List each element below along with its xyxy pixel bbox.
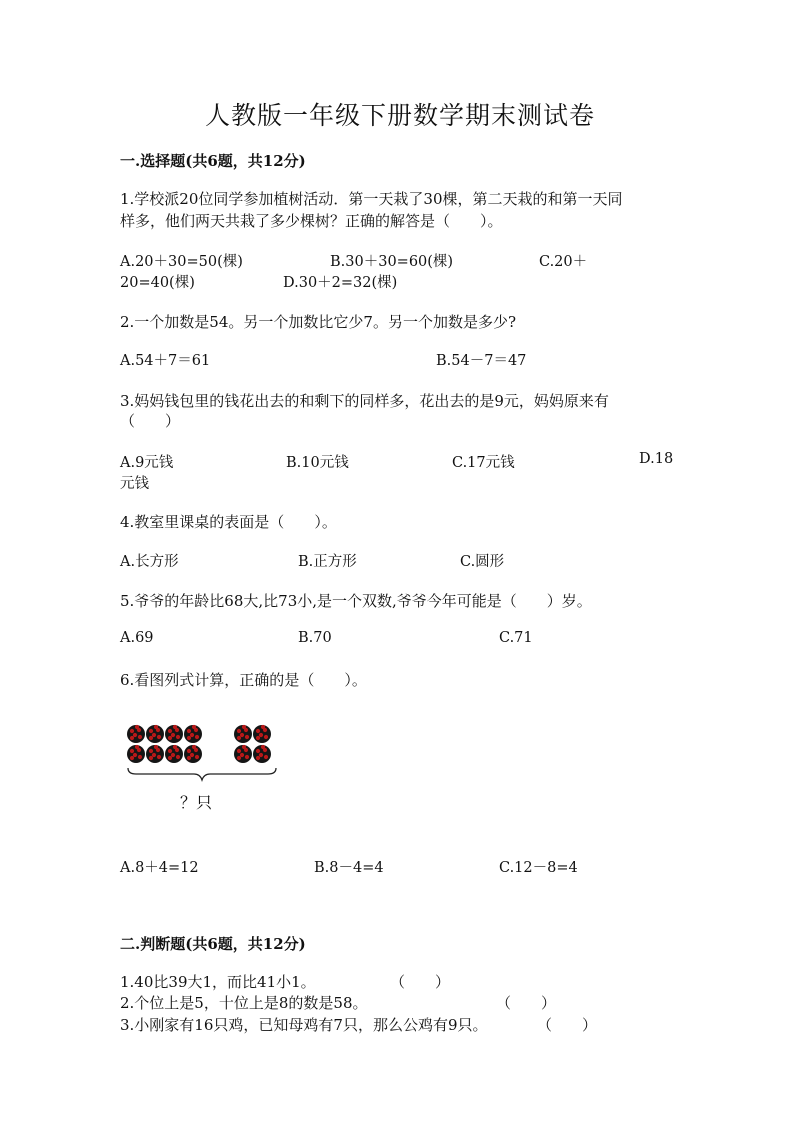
q6-option-c[interactable]: C.12－8=4 (499, 860, 578, 876)
ladybug-icon (184, 725, 202, 743)
judge-item-3-text: 3.小刚家有16只鸡，已知母鸡有7只，那么公鸡有9只。 (120, 1016, 488, 1034)
q3-option-a[interactable]: A.9元钱 (120, 455, 174, 471)
q6-option-a[interactable]: A.8＋4=12 (120, 860, 199, 876)
ladybug-icon (184, 745, 202, 763)
q5-option-a[interactable]: A.69 (120, 630, 154, 646)
judge-item-3-blank[interactable]: （ ） (537, 1016, 598, 1034)
ladybug-icon (234, 725, 252, 743)
page-title: 人教版一年级下册数学期末测试卷 (204, 101, 595, 130)
q4-option-b[interactable]: B.正方形 (298, 554, 357, 570)
q5-option-c[interactable]: C.71 (499, 630, 533, 646)
judge-item-2-text: 2.个位上是5，十位上是8的数是58。 (120, 994, 368, 1012)
section2-heading: 二.判断题(共6题，共12分) (120, 935, 306, 953)
q5-line1: 5.爷爷的年龄比68大,比73小,是一个双数,爷爷今年可能是（ ）岁。 (120, 592, 592, 610)
q6-line1: 6.看图列式计算，正确的是（ ）。 (120, 671, 367, 689)
figure-label: ？只 (180, 793, 213, 812)
ladybug-icon (165, 725, 183, 743)
q3-option-b[interactable]: B.10元钱 (286, 455, 349, 471)
q4-line1: 4.教室里课桌的表面是（ ）。 (120, 513, 337, 531)
q3-option-d[interactable]: D.18 (639, 451, 674, 467)
ladybug-icon (253, 745, 271, 763)
ladybug-group-svg (122, 724, 282, 784)
judge-item-1-text: 1.40比39大1，而比41小1。 (120, 973, 316, 991)
ladybug-icon (165, 745, 183, 763)
q1-option-c[interactable]: C.20＋ (539, 254, 588, 270)
q3-option-c[interactable]: C.17元钱 (452, 455, 515, 471)
ladybug-icon (146, 745, 164, 763)
q2-line1: 2.一个加数是54。另一个加数比它少7。另一个加数是多少? (120, 313, 516, 331)
q3-option-d-continued[interactable]: 元钱 (120, 476, 149, 492)
q1-option-b[interactable]: B.30＋30=60(棵) (330, 254, 454, 270)
q1-line2: 样多，他们两天共栽了多少棵树？正确的解答是（ ）。 (120, 212, 503, 230)
q1-option-c-continued[interactable]: 20=40(棵) (120, 275, 195, 291)
q2-option-b[interactable]: B.54－7＝47 (436, 353, 527, 369)
q4-option-c[interactable]: C.圆形 (460, 554, 505, 570)
q1-line1: 1.学校派20位同学参加植树活动．第一天栽了30棵，第二天栽的和第一天同 (120, 190, 623, 208)
ladybug-figure (122, 724, 282, 814)
section1-heading: 一.选择题(共6题，共12分) (120, 152, 306, 170)
q1-option-d[interactable]: D.30＋2=32(棵) (283, 275, 398, 291)
ladybug-icon (234, 745, 252, 763)
q5-option-b[interactable]: B.70 (298, 630, 332, 646)
q1-option-a[interactable]: A.20＋30=50(棵) (120, 254, 243, 270)
q2-option-a[interactable]: A.54＋7＝61 (120, 353, 211, 369)
ladybug-icon (127, 745, 145, 763)
judge-item-1-blank[interactable]: （ ） (390, 973, 451, 991)
q3-line1: 3.妈妈钱包里的钱花出去的和剩下的同样多，花出去的是9元，妈妈原来有 (120, 392, 609, 410)
ladybug-icon (127, 725, 145, 743)
q4-option-a[interactable]: A.长方形 (120, 554, 179, 570)
judge-item-2-blank[interactable]: （ ） (496, 994, 557, 1012)
q6-option-b[interactable]: B.8－4=4 (314, 860, 384, 876)
ladybug-icon (146, 725, 164, 743)
brace-line (128, 768, 276, 780)
q3-line2: （ ） (120, 412, 181, 430)
ladybug-icon (253, 725, 271, 743)
